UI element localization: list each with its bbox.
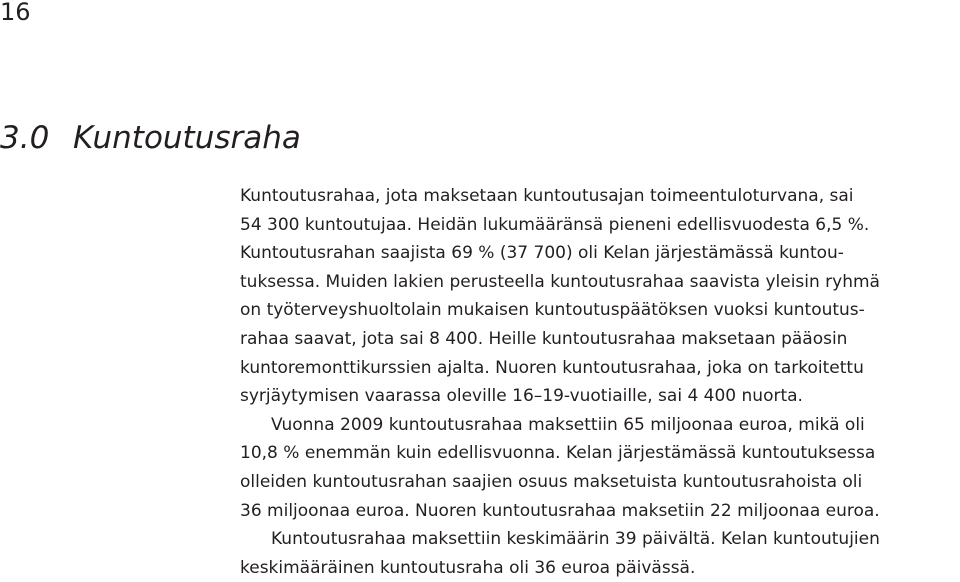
paragraph-line: Kuntoutusrahan saajista 69 % (37 700) oli Kelan järjestämässä kuntou- [240, 243, 844, 264]
paragraph-line: tuksessa. Muiden lakien perusteella kuntoutusrahaa saavista yleisin ryhmä [240, 271, 880, 292]
paragraph-line: kuntoremonttikurssien ajalta. Nuoren kuntoutusrahaa, joka on tarkoitettu [240, 357, 864, 378]
chapter-number: 3.0 [0, 120, 50, 156]
body-text [240, 182, 956, 582]
page-number: 16 [0, 0, 31, 26]
chapter-title-text: Kuntoutusraha [73, 120, 301, 156]
chapter-title [0, 118, 301, 158]
paragraph-line: Kuntoutusrahaa, jota maksetaan kuntoutusajan toimeentuloturvana, sai [240, 186, 854, 206]
paragraph-line: syrjäytymisen vaarassa oleville 16–19-vuotiaille, sai 4 400 nuorta. [240, 386, 803, 407]
paragraph-line: 10,8 % enemmän kuin edellisvuonna. Kelan järjestämässä kuntoutuksessa [240, 443, 876, 464]
paragraph-line: Kuntoutusrahaa maksettiin keskimäärin 39 päivältä. Kelan kuntoutujien [271, 529, 880, 550]
paragraph-line: rahaa saavat, jota sai 8 400. Heille kuntoutusrahaa maksetaan pääosin [240, 328, 848, 349]
paragraph-line: olleiden kuntoutusrahan saajien osuus maksetuista kuntoutusrahoista oli [240, 471, 863, 492]
paragraph-line: keskimääräinen kuntoutusraha oli 36 euroa päivässä. [240, 557, 696, 578]
paragraph-line: Vuonna 2009 kuntoutusrahaa maksettiin 65 miljoonaa euroa, mikä oli [271, 414, 865, 435]
paragraph-line: on työterveyshuoltolain mukaisen kuntoutuspäätöksen vuoksi kuntoutus- [240, 300, 865, 321]
paragraph-line: 54 300 kuntoutujaa. Heidän lukumääränsä pieneni edellisvuodesta 6,5 %. [240, 214, 870, 235]
paragraph-line: 36 miljoonaa euroa. Nuoren kuntoutusrahaa maksetiin 22 miljoonaa euroa. [240, 500, 880, 521]
